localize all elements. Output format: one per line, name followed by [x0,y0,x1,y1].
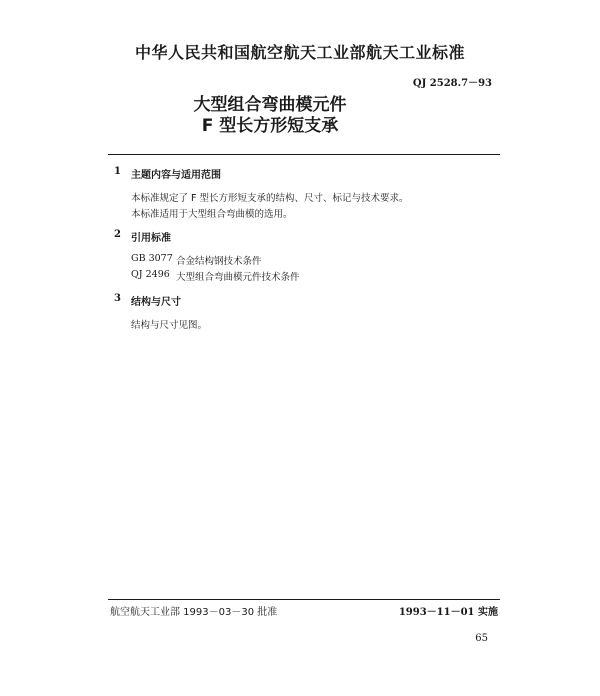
approval-date: 航空航天工业部 1993－03－30 批准 [110,607,278,618]
effective-date: 1993－11－01 实施 [398,607,498,618]
reference-1-code: GB 3077 [131,253,173,264]
footer-divider [108,599,500,600]
section-3-number: 3 [114,293,121,304]
section-1-paragraph-1: 本标准规定了 F 型长方形短支承的结构、尺寸、标记与技术要求。 [131,193,409,204]
reference-2-code: QJ 2496 [131,269,170,280]
section-2-number: 2 [114,229,121,240]
section-1-title: 主题内容与适用范围 [131,170,221,181]
document-title-line-1: 大型组合弯曲模元件 [193,95,347,115]
page-number: 65 [475,633,488,644]
reference-2-title: 大型组合弯曲模元件技术条件 [176,272,300,283]
section-3-title: 结构与尺寸 [131,297,181,308]
section-1-paragraph-2: 本标准适用于大型组合弯曲模的选用。 [131,209,293,220]
section-2-title: 引用标准 [131,233,171,244]
section-3-paragraph-1: 结构与尺寸见图。 [131,320,208,331]
standard-code: QJ 2528.7－93 [412,78,492,89]
section-1-number: 1 [114,166,121,177]
document-title-line-2: F 型长方形短支承 [201,116,339,136]
issuing-organization-header: 中华人民共和国航空航天工业部航天工业标准 [134,43,465,62]
reference-1-title: 合金结构钢技术条件 [176,256,262,267]
header-divider [108,154,500,155]
